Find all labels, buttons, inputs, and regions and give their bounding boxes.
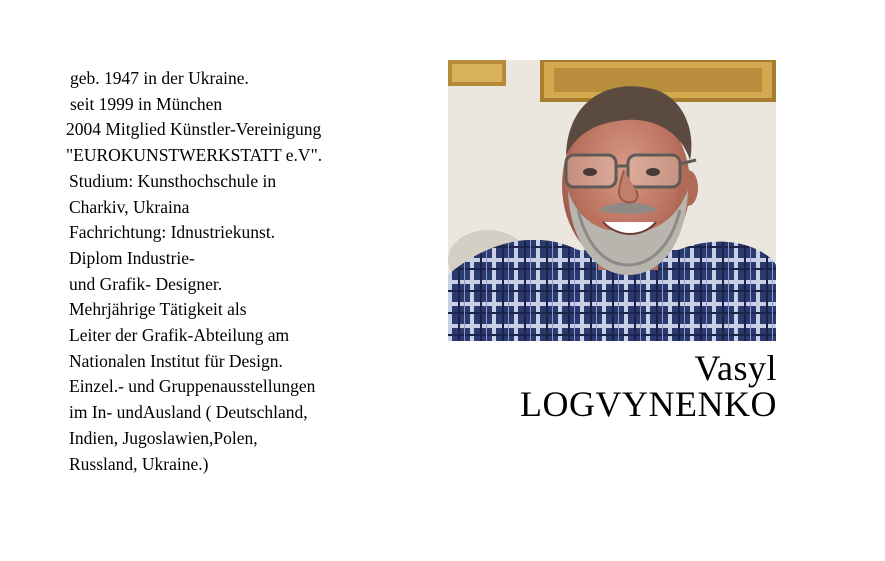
bio-line: Nationalen Institut für Design. [69, 350, 283, 371]
artist-first-name: Vasyl [694, 348, 777, 388]
bio-line: Leiter der Grafik-Abteilung am [69, 325, 290, 346]
artist-name [520, 350, 777, 422]
bio-line: Studium: Kunsthochschule in [69, 170, 277, 191]
bio-line: "EUROKUNSTWERKSTATT e.V". [66, 145, 323, 166]
artist-last-name: LOGVYNENKO [520, 384, 777, 424]
bio-line: geb. 1947 in der Ukraine. [70, 68, 249, 88]
biography-text [66, 66, 406, 477]
bio-line: Diplom Industrie- [69, 247, 195, 268]
bio-line: Mehrjährige Tätigkeit als [69, 299, 247, 320]
bio-line: Einzel.- und Gruppenausstellungen [69, 376, 316, 397]
bio-line: und Grafik- Designer. [69, 273, 223, 294]
bio-line: Fachrichtung: Idnustriekunst. [69, 222, 276, 243]
bio-line: 2004 Mitglied Künstler-Vereinigung [66, 119, 322, 140]
bio-line: Indien, Jugoslawien,Polen, [69, 427, 258, 448]
bio-line: seit 1999 in München [70, 93, 223, 114]
artist-portrait-photo [448, 60, 776, 341]
bio-line: Russland, Ukraine.) [69, 453, 209, 474]
bio-line: Charkiv, Ukraina [69, 196, 190, 217]
bio-line: im In- undAusland ( Deutschland, [69, 402, 308, 423]
